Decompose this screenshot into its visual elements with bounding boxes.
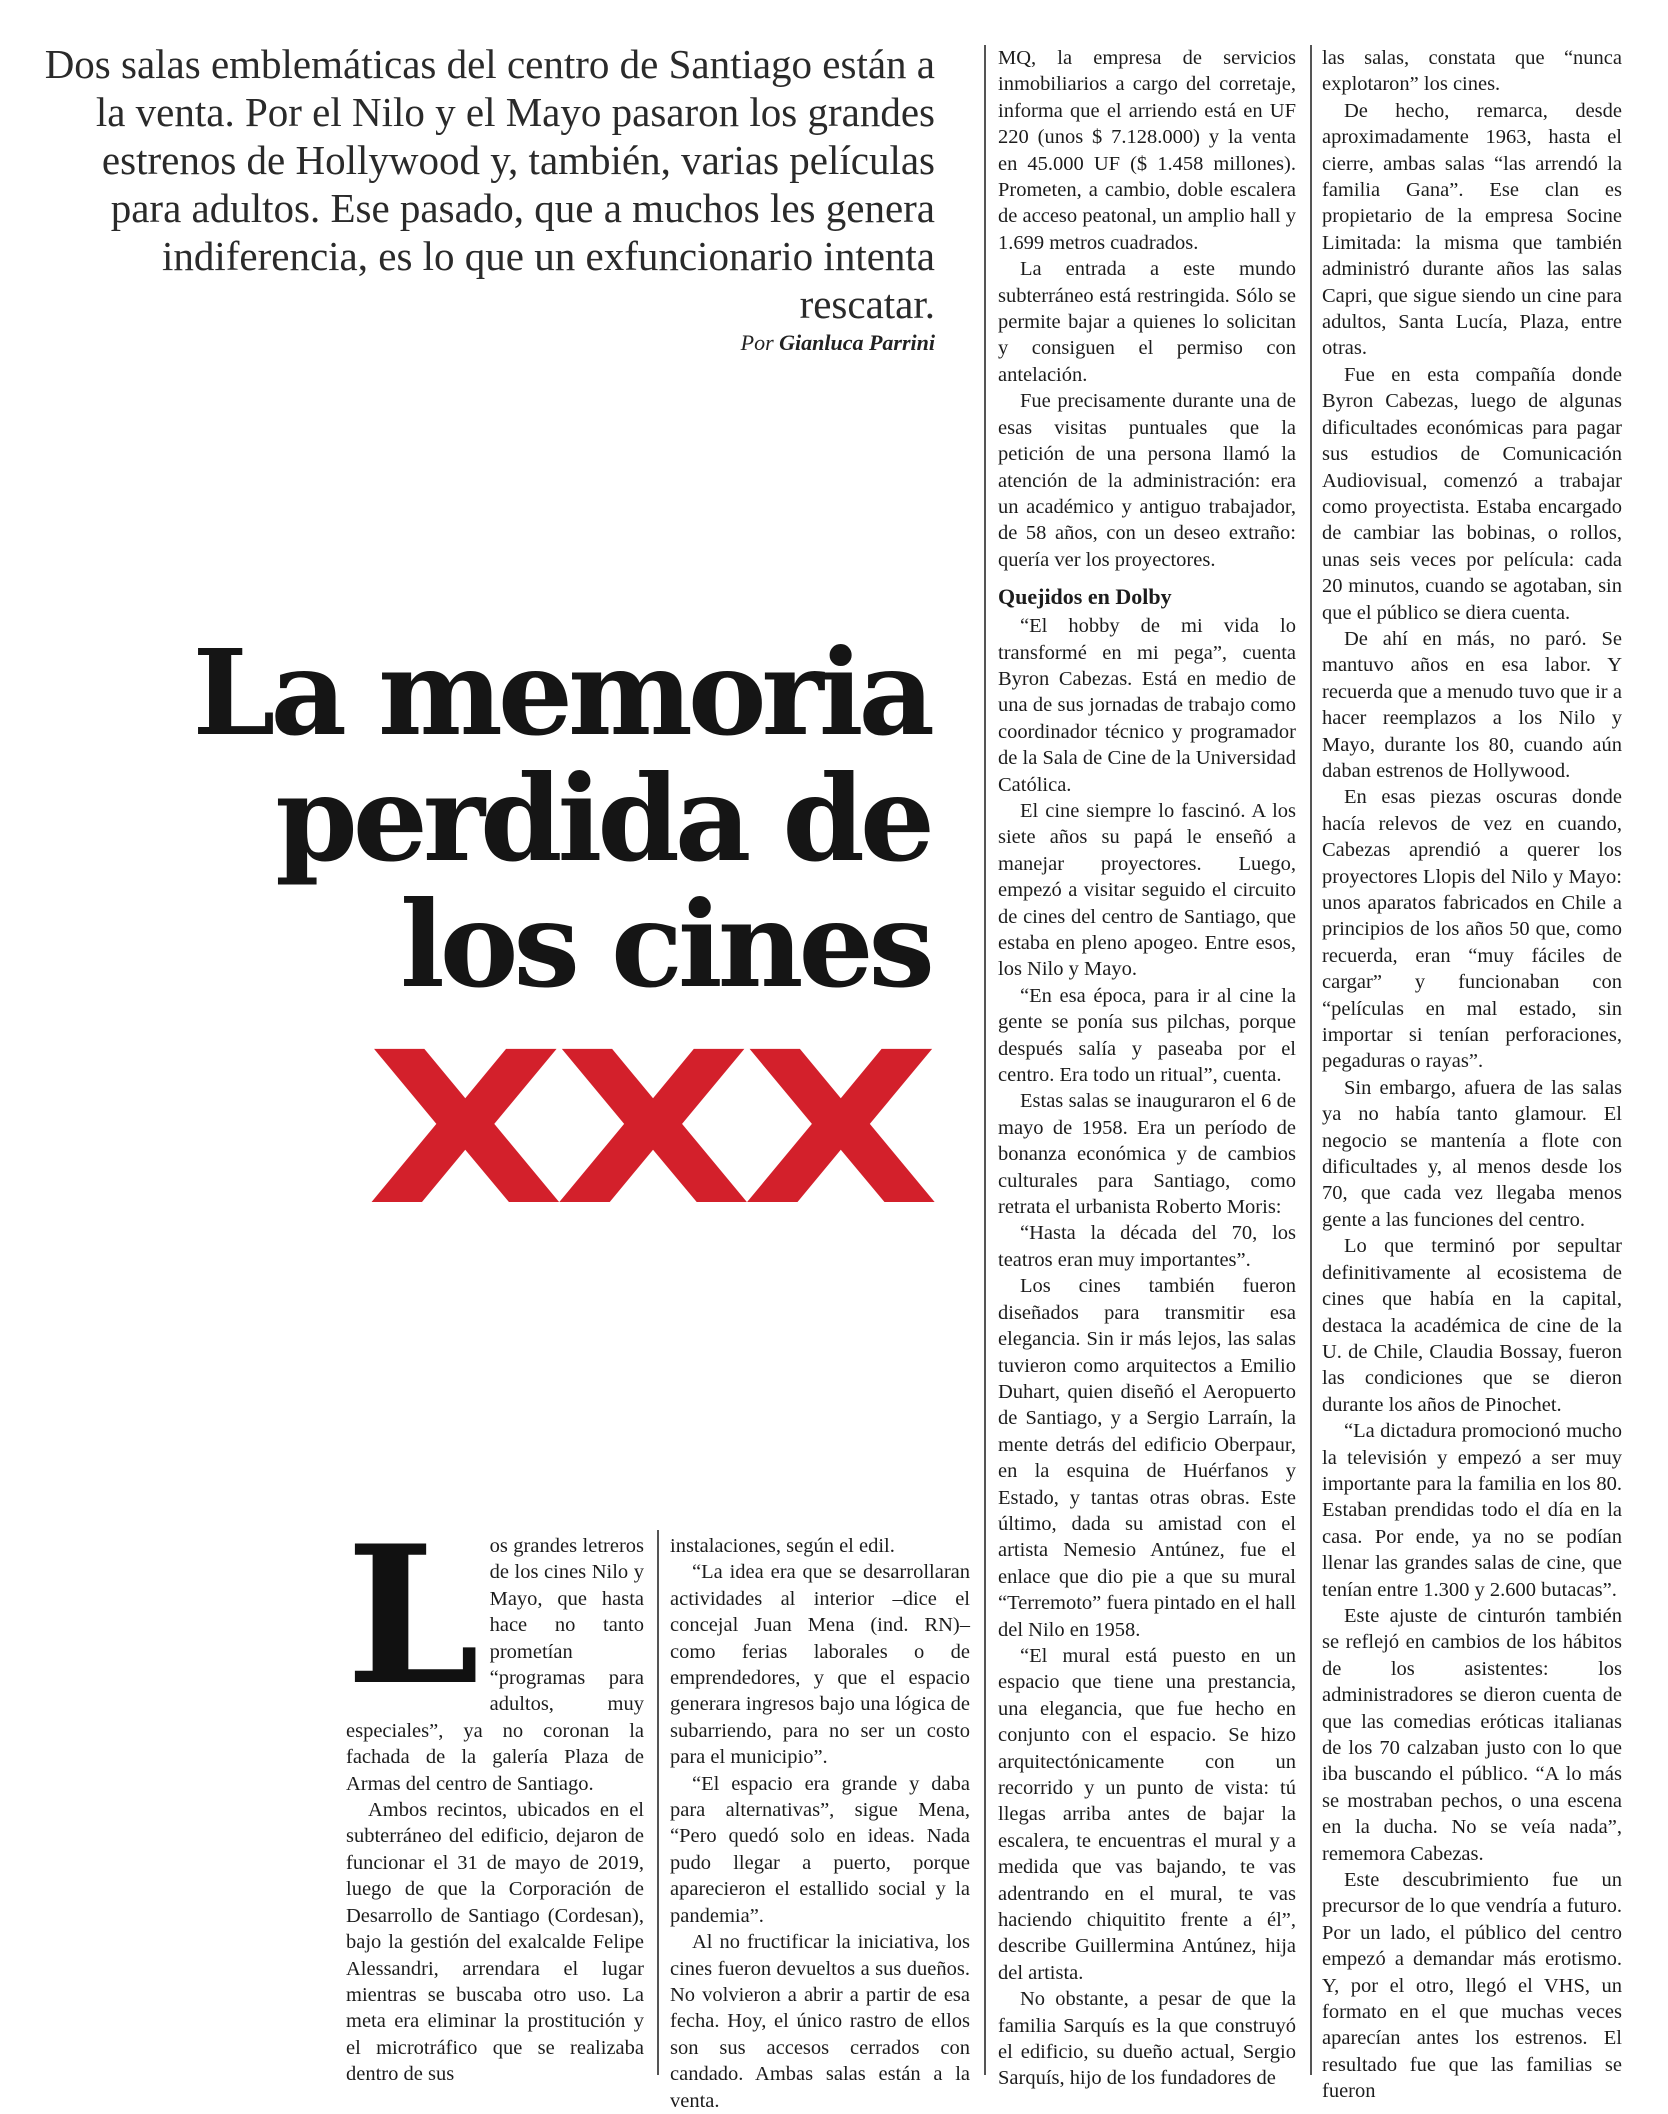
paragraph: Este descubrimiento fue un precursor de lo que vendría a futuro. Por un lado, el público del centro empezó a demandar más erotismo. Y, por el otro, llegó el VHS, un formato en el que muchas veces aparecían antes los estrenos. El resultado fue que las familias se fueron xyxy=(1322,1869,1622,2103)
byline-author: Gianluca Parrini xyxy=(779,330,935,355)
column-rule xyxy=(1310,45,1312,2075)
column-rule xyxy=(657,1530,659,2075)
paragraph: “El hobby de mi vida lo transformé en mi pega”, cuenta Byron Cabezas. Está en medio de una de sus jornadas de trabajo como coordinador técnico y programador de la Sala de Cine de la Universidad Católica. xyxy=(998,615,1296,796)
paragraph: Este ajuste de cinturón también se reflejó en cambios de los hábitos de los asistentes: los administradores se dieron cuenta de que las comedias eróticas italianas de los 70 calzaban justo con lo que iba buscando el público. “A lo más se mostraban pechos, o una escena en la ducha. No se veía nada”, rememora Cabezas. xyxy=(1322,1604,1622,1865)
paragraph: Los cines también fueron diseñados para transmitir esa elegancia. Sin ir más lejos, las salas tuvieron como arquitectos a Emilio Duhart, quien diseñó el Aeropuerto de Santiago, y a Sergio Larraín, la mente detrás del edificio Oberpaur, en la esquina de Huérfanos y Estado, y tantas otras obras. Este último, dada su amistad con el artista Nemesio Antúnez, fue el enlace que dio pie a que su mural “Terremoto” fuera pintado en el hall del Nilo en 1958. xyxy=(998,1275,1296,1641)
paragraph: os grandes letreros de los cines Nilo y Mayo, que hasta hace no tanto prometían “programas para adultos, muy especiales”, ya no coronan la fachada de la galería Plaza de Armas del centro de Santiago. xyxy=(346,1535,644,1795)
paragraph: Ambos recintos, ubicados en el subterráneo del edificio, dejaron de funcionar el 31 de mayo de 2019, luego de que la Corporación de Desarrollo de Santiago (Cordesan), bajo la gestión del exalcalde Felipe Alessandri, arrendara el lugar mientras se buscaba otro uso. La meta era eliminar la prostitución y el microtráfico que se realizaba dentro de sus xyxy=(346,1799,644,2086)
paragraph: “La idea era que se desarrollaran actividades al interior –dice el concejal Juan Mena (ind. RN)– como ferias laborales o de emprendedores, y que el espacio generara ingresos bajo una lógica de subarriendo, para no ser un costo para el municipio”. xyxy=(670,1561,970,1769)
paragraph: Lo que terminó por sepultar definitivamente al ecosistema de cines que había en la capital, destaca la académica de cine de la U. de Chile, Claudia Bossay, fueron las condiciones que se dieron durante los años de Pinochet. xyxy=(1322,1235,1622,1416)
headline-accent-xxx: XXX xyxy=(366,1007,930,1252)
paragraph: las salas, constata que “nunca explotaron” los cines. xyxy=(1322,47,1622,96)
paragraph: “En esa época, para ir al cine la gente se ponía sus pilchas, porque después salía y paseaba por el centro. Era todo un ritual”, cuenta. xyxy=(998,984,1296,1087)
subheading: Quejidos en Dolby xyxy=(998,584,1172,610)
paragraph: Sin embargo, afuera de las salas ya no había tanto glamour. El negocio se mantenía a flote con dificultades y, al menos desde los 70, que cada vez llegaba menos gente a las funciones del centro. xyxy=(1322,1076,1622,1231)
paragraph: “Hasta la década del 70, los teatros eran muy importantes”. xyxy=(998,1222,1296,1271)
paragraph: “El mural está puesto en un espacio que tiene una prestancia, una elegancia, que fue hecho en conjunto con el espacio. Se hizo arquitectónicamente con un recorrido y un punto de vista: tú llegas arriba antes de bajar la escalera, te encuentras el mural y a medida que vas bajando, te vas adentrando en el mural, te vas haciendo chiquitito frente a él”, describe Guillermina Antúnez, hija del artista. xyxy=(998,1644,1296,1984)
headline-line-3: los cines xyxy=(399,875,930,1014)
paragraph: El cine siempre lo fascinó. A los siete años su papá le enseñó a manejar proyectores. Luego, empezó a visitar seguido el circuito de cines del centro de Santiago, que estaba en pleno apogeo. Entre esos, los Nilo y Mayo. xyxy=(998,799,1296,981)
paragraph: Fue en esta compañía donde Byron Cabezas, luego de algunas dificultades económicas para pagar sus estudios de Comunicación Audiovisual, comenzó a trabajar como proyectista. Estaba encargado de cambiar las bobinas, o rollos, unas seis veces por película: cada 20 minutos, cuando se agotaban, sin que el público se diera cuenta. xyxy=(1322,363,1622,624)
paragraph: La entrada a este mundo subterráneo está restringida. Sólo se permite bajar a quienes lo solicitan y consiguen el permiso con antelación. xyxy=(998,258,1296,386)
paragraph: “La dictadura promocionó mucho la televisión y empezó a ser muy importante para la familia en los 80. Estaban prendidas todo el día en la casa. Por ende, ya no se podían llenar las grandes salas de cine, que tenían entre 1.300 y 2.600 butacas”. xyxy=(1322,1420,1622,1601)
byline xyxy=(741,330,935,356)
paragraph: MQ, la empresa de servicios inmobiliarios a cargo del corretaje, informa que el arriendo está en UF 220 (unos $ 7.128.000) y la venta en 45.000 UF ($ 1.458 millones). Prometen, a cambio, doble escalera de acceso peatonal, un amplio hall y 1.699 metros cuadrados. xyxy=(998,47,1296,254)
paragraph: “El espacio era grande y daba para alternativas”, sigue Mena, “Pero quedó solo en ideas. Nada pudo llegar a puerto, porque aparecieron el estallido social y la pandemia”. xyxy=(670,1772,970,1927)
headline-line-1: La memoria xyxy=(192,623,930,762)
byline-prefix: Por xyxy=(740,330,774,355)
paragraph: Fue precisamente durante una de esas visitas puntuales que la petición de una persona llamó la atención de la administración: era un académico y antiguo trabajador, de 58 años, con un deseo extraño: quería ver los proyectores. xyxy=(998,390,1296,571)
paragraph: En esas piezas oscuras donde hacía relevos de vez en cuando, Cabezas aprendió a querer los proyectores Llopis del Nilo y Mayo: unos aparatos fabricados en Chile a principios de los años 50 que, como recuerda, eran “muy fáciles de cargar” y funcionaban con “películas en mal estado, sin importar si tenían perforaciones, pegaduras o rayas”. xyxy=(1322,786,1622,1073)
article-column-3 xyxy=(998,45,1296,2092)
headline-line-2: perdida de xyxy=(275,749,930,888)
column-rule xyxy=(984,45,986,2075)
article-deck: Dos salas emblemáticas del centro de Santiago están a la venta. Por el Nilo y el Mayo pasaron los grandes estrenos de Hollywood y, también, varias películas para adultos. Ese pasado, que a muchos les genera indiferencia, es lo que un exfuncionario intenta rescatar. xyxy=(44,41,935,327)
article-column-4 xyxy=(1322,45,1622,2105)
paragraph: De ahí en más, no paró. Se mantuvo años en esa labor. Y recuerda que a menudo tuvo que ir a hacer reemplazos a los Nilo y Mayo, durante los 80, cuando aún daban estrenos de Hollywood. xyxy=(1322,627,1622,782)
paragraph: Al no fructificar la iniciativa, los cines fueron devueltos a sus dueños. No volvieron a abrir a partir de esa fecha. Hoy, el único rastro de ellos son sus accesos cerrados con candado. Ambas salas están a la venta. xyxy=(670,1931,970,2112)
article-column-1 xyxy=(346,1504,644,2088)
paragraph: instalaciones, según el edil. xyxy=(670,1535,895,1557)
paragraph: No obstante, a pesar de que la familia Sarquís es la que construyó el edificio, su dueño actual, Sergio Sarquís, hijo de los fundadores de xyxy=(998,1988,1296,2090)
paragraph: De hecho, remarca, desde aproximadamente 1963, hasta el cierre, ambas salas “las arrendó la familia Gana”. Ese clan es propietario de la empresa Socine Limitada: la misma que también administró durante años las salas Capri, que sigue siendo un cine para adultos, Santa Lucía, Plaza, entre otras. xyxy=(1322,99,1622,360)
paragraph: Estas salas se inauguraron el 6 de mayo de 1958. Era un período de bonanza económica y de cambios culturales para Santiago, como retrata el urbanista Roberto Moris: xyxy=(998,1090,1296,1219)
drop-cap: L xyxy=(346,1504,480,1727)
headline xyxy=(60,623,930,1014)
article-column-2 xyxy=(670,1533,970,2114)
